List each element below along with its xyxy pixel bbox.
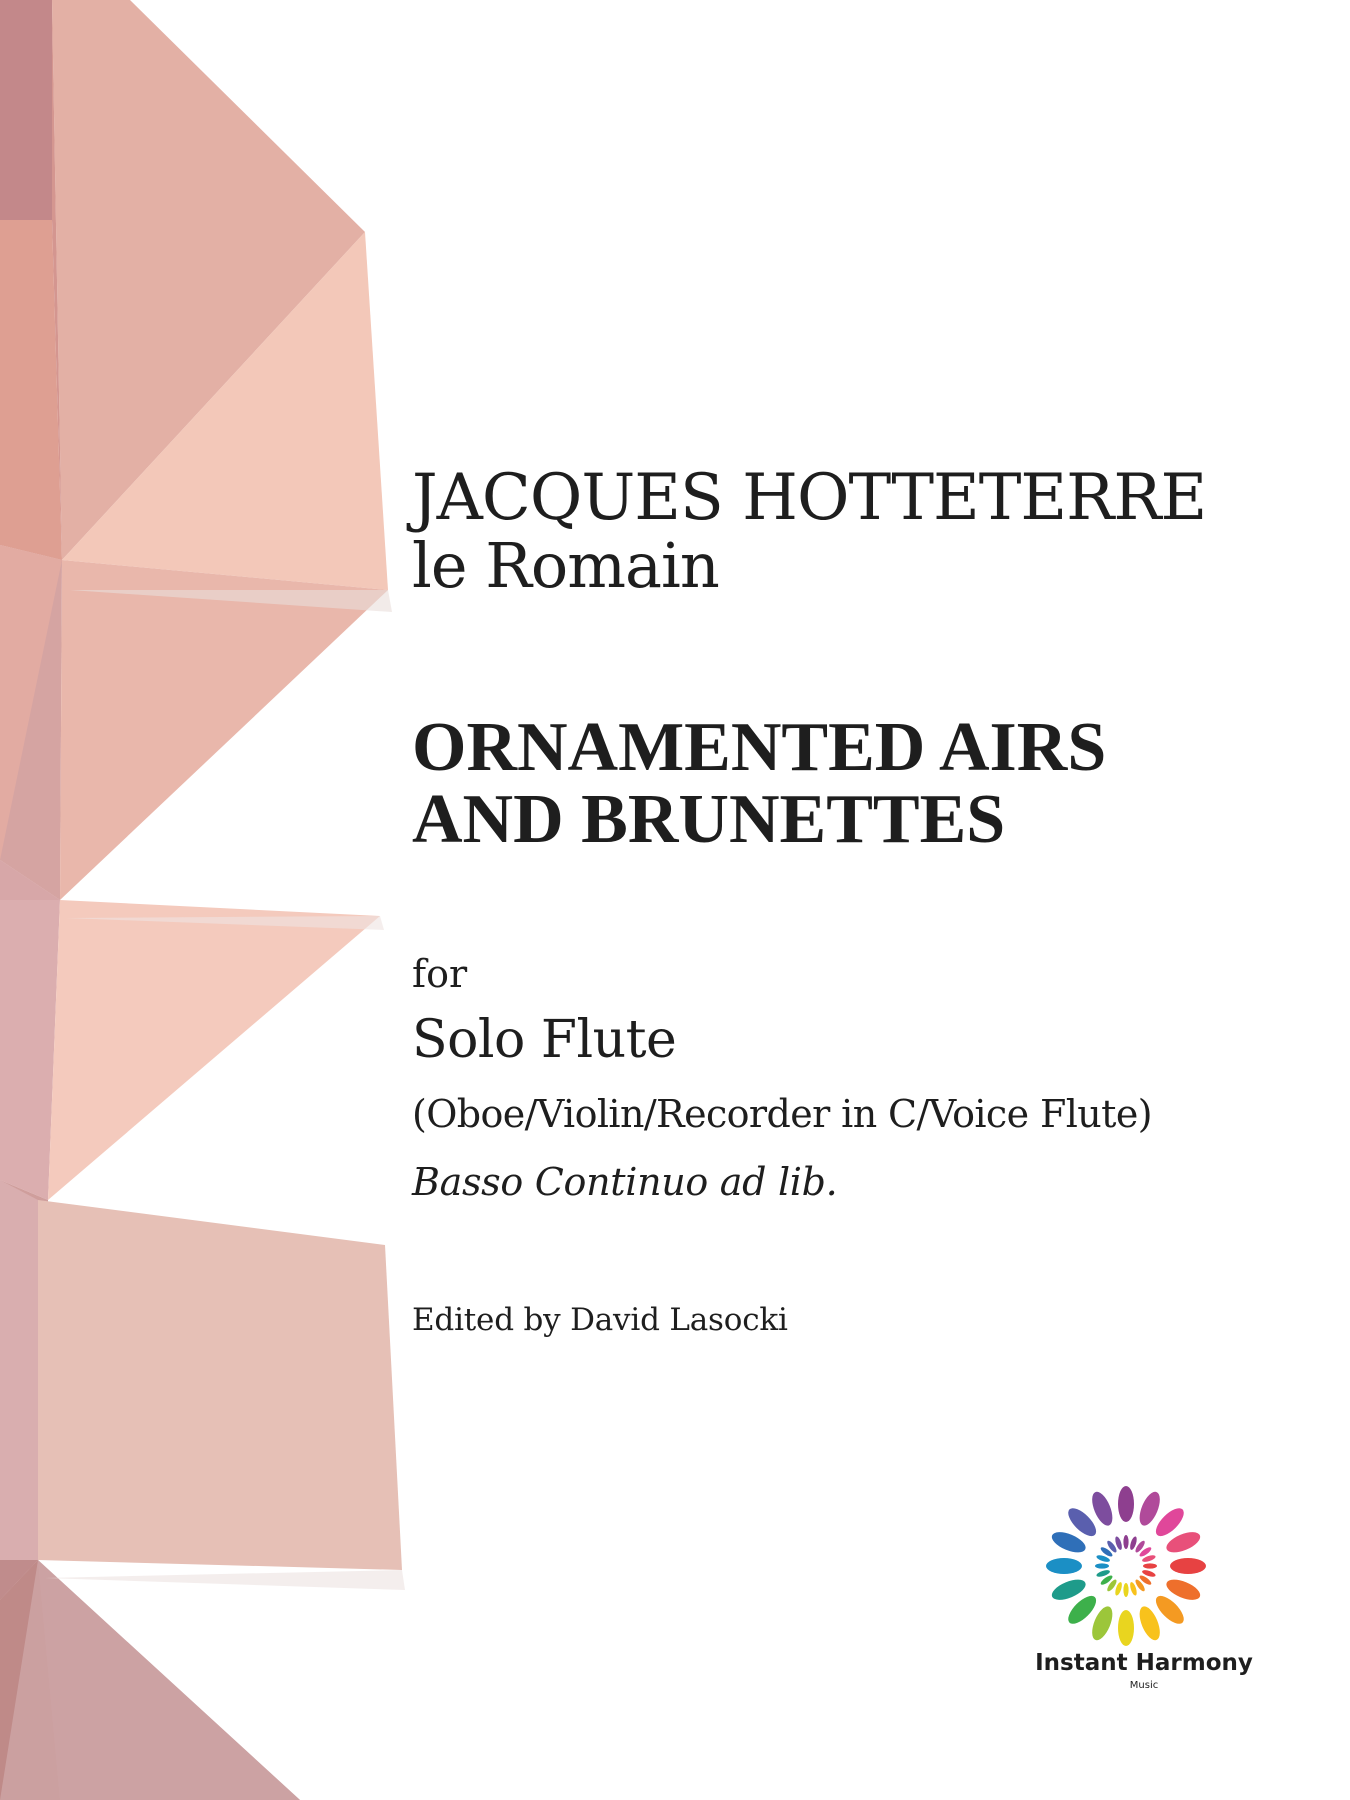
work-title <box>412 709 1107 858</box>
work-title-line-1: ORNAMENTED AIRS <box>412 709 1107 786</box>
publisher-subtitle: Music <box>1129 1680 1159 1691</box>
alternative-instruments: (Oboe/Violin/Recorder in C/Voice Flute) <box>412 1092 1152 1136</box>
logo-petal <box>1118 1486 1134 1522</box>
logo-petal <box>1170 1558 1206 1574</box>
logo-inner-petal <box>1095 1563 1109 1568</box>
composer-epithet: le Romain <box>412 529 719 602</box>
logo-inner-petal <box>1123 1583 1128 1597</box>
for-label: for <box>412 952 468 996</box>
editor-credit: Edited by David Lasocki <box>412 1302 788 1338</box>
publisher-name: Instant Harmony <box>1035 1650 1253 1676</box>
logo-petal <box>1046 1558 1082 1574</box>
work-title-line-2: AND BRUNETTES <box>412 781 1006 858</box>
color-wheel-icon <box>1038 1478 1214 1654</box>
logo-inner-petal <box>1123 1535 1128 1549</box>
composer-name: JACQUES HOTTETERRE <box>412 461 1207 535</box>
logo-inner-petal <box>1143 1563 1157 1568</box>
instrument: Solo Flute <box>412 1010 677 1070</box>
logo-petal <box>1118 1610 1134 1646</box>
continuo-note: Basso Continuo ad lib. <box>412 1160 838 1204</box>
